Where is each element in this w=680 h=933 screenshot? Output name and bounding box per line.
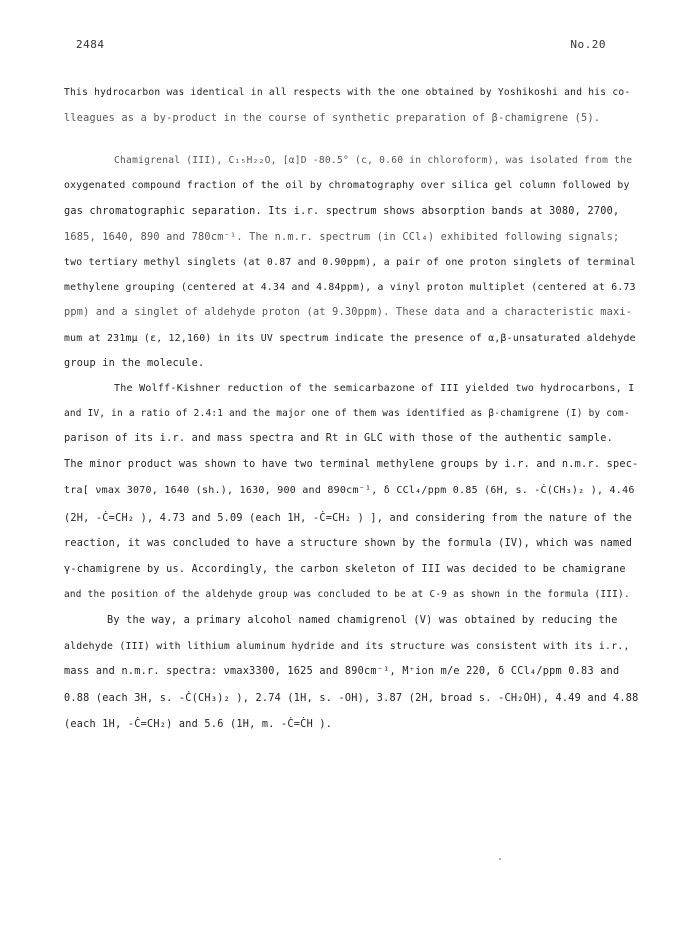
text-line: gas chromatographic separation. Its i.r. spectrum shows absorption bands at 3080, 2700,	[64, 206, 620, 217]
text-line: The Wolff-Kishner reduction of the semicarbazone of III yielded two hydrocarbons, I	[114, 383, 635, 394]
text-line: 0.88 (each 3H, s. -Ċ(CH₃)₂ ), 2.74 (1H, s. -OH), 3.87 (2H, broad s. -CH₂OH), 4.49 and 4.88	[64, 693, 639, 704]
text-line: 1685, 1640, 890 and 780cm⁻¹. The n.m.r. spectrum (in CCl₄) exhibited following signals;	[64, 232, 620, 243]
text-line: mass and n.m.r. spectra: νmax3300, 1625 and 890cm⁻¹, M⁺ion m/e 220, δ CCl₄/ppm 0.83 and	[64, 666, 620, 677]
text-line: oxygenated compound fraction of the oil by chromatography over silica gel column followed by	[64, 180, 630, 191]
text-line: parison of its i.r. and mass spectra and Rt in GLC with those of the authentic sample.	[64, 433, 613, 444]
text-line: aldehyde (III) with lithium aluminum hydride and its structure was consistent with its i.r.,	[64, 641, 630, 652]
text-line: (each 1H, -Ċ=CH₂) and 5.6 (1H, m. -Ċ=ĊH ).	[64, 719, 333, 730]
text-line: and IV, in a ratio of 2.4:1 and the major one of them was identified as β-chamigrene (I) by com-	[64, 408, 630, 419]
text-line: (2H, -Ċ=CH₂ ), 4.73 and 5.09 (each 1H, -Ċ=CH₂ ) ], and considering from the nature of the	[64, 513, 633, 524]
text-line: lleagues as a by-product in the course of synthetic preparation of β-chamigrene (5).	[64, 113, 601, 124]
text-line: mum at 231mμ (ε, 12,160) in its UV spectrum indicate the presence of α,β-unsaturated aldehyde	[64, 333, 636, 344]
text-line: γ-chamigrene by us. Accordingly, the carbon skeleton of III was decided to be chamigrane	[64, 564, 626, 575]
text-line: group in the molecule.	[64, 358, 205, 369]
text-line: Chamigrenal (III), C₁₅H₂₂O, [α]D -80.5° (c, 0.60 in chloroform), was isolated from the	[114, 155, 633, 166]
text-line: By the way, a primary alcohol named chamigrenol (V) was obtained by reducing the	[107, 615, 618, 626]
text-line: ppm) and a singlet of aldehyde proton (at 9.30ppm). These data and a characteristic maxi-	[64, 307, 633, 318]
text-line: two tertiary methyl singlets (at 0.87 and 0.90ppm), a pair of one proton singlets of terminal	[64, 257, 636, 268]
text-line: methylene grouping (centered at 4.34 and 4.84ppm), a vinyl proton multiplet (centered at 6.73	[64, 282, 636, 293]
text-line: reaction, it was concluded to have a structure shown by the formula (IV), which was named	[64, 538, 633, 549]
text-line: tra[ νmax 3070, 1640 (sh.), 1630, 900 and 890cm⁻¹, δ CCl₄/ppm 0.85 (6H, s. -Ċ(CH₃)₂ ), 4.46	[64, 485, 635, 496]
text-line: and the position of the aldehyde group was concluded to be at C-9 as shown in the formula (III).	[64, 589, 630, 600]
issue-number: No.20	[570, 38, 606, 51]
page-number: 2484	[76, 38, 105, 51]
text-line: This hydrocarbon was identical in all respects with the one obtained by Yoshikoshi and his co-	[64, 87, 631, 98]
scan-speck	[499, 858, 501, 860]
text-line: The minor product was shown to have two terminal methylene groups by i.r. and n.m.r. spec-	[64, 459, 639, 470]
